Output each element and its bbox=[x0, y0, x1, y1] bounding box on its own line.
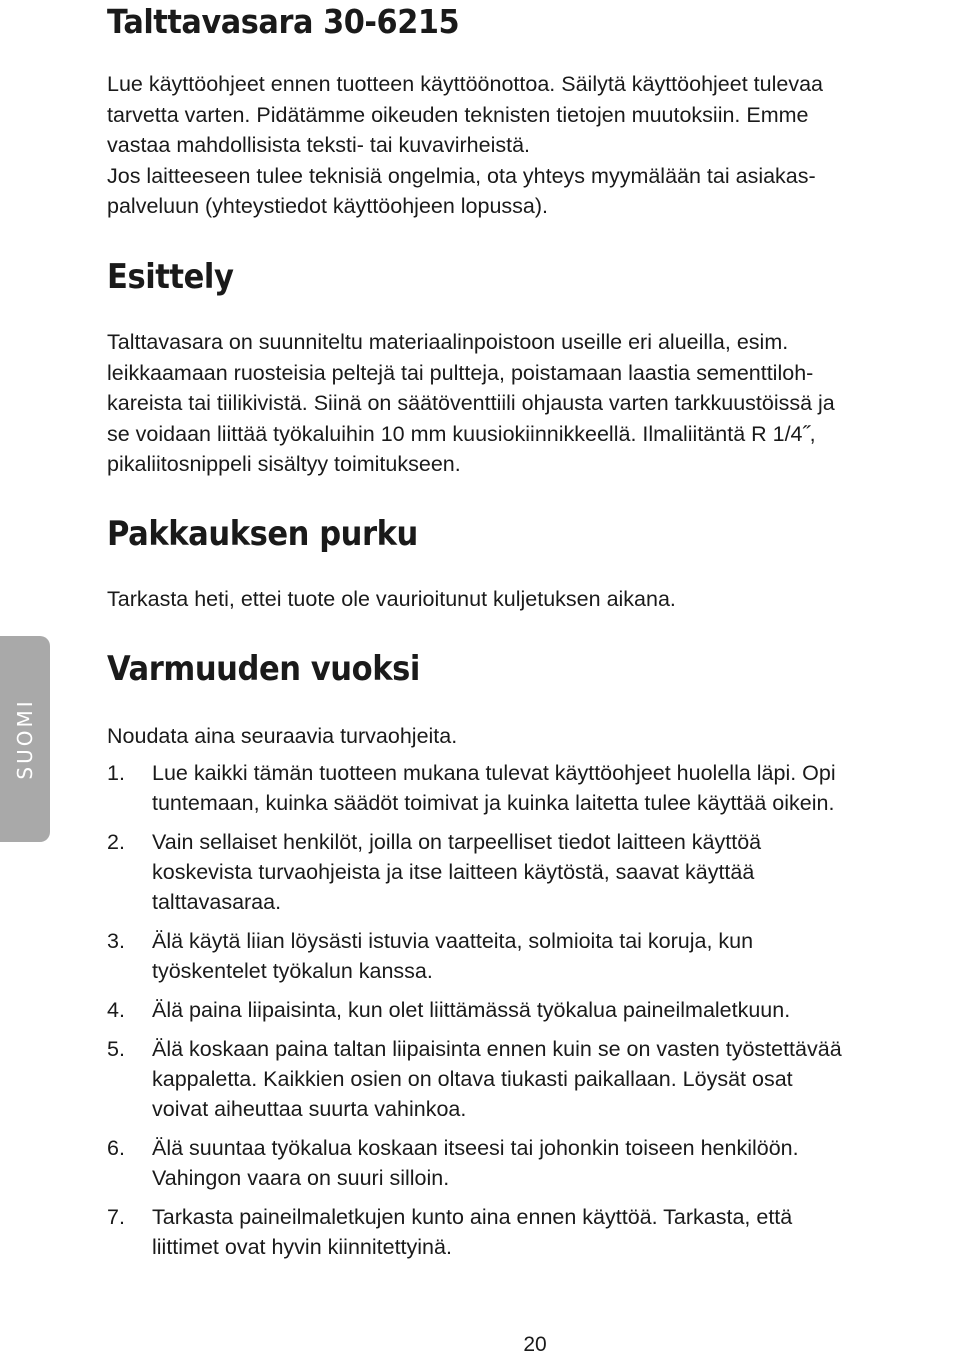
list-item-number: 6. bbox=[107, 1136, 125, 1160]
list-item-line: Älä suuntaa työkalua koskaan itseesi tai johonkin toiseen henkilöön. bbox=[152, 1136, 799, 1160]
list-item-line: liittimet ovat hyvin kiinnitettyinä. bbox=[152, 1235, 452, 1259]
list-item-number: 7. bbox=[107, 1205, 125, 1229]
list-item bbox=[107, 1133, 960, 1193]
list-item bbox=[107, 995, 960, 1025]
section-heading-varmuus: Varmuuden vuoksi bbox=[107, 649, 420, 689]
esittely-line: leikkaamaan ruosteisia peltejä tai pultteja, poistamaan laastia sementtiloh- bbox=[107, 360, 814, 385]
list-item-line: työskentelet työkalun kanssa. bbox=[152, 959, 433, 983]
list-item bbox=[107, 1034, 960, 1124]
list-item-line: koskevista turvaohjeista ja itse laitteen käytöstä, saavat käyttää bbox=[152, 860, 755, 884]
varmuus-intro bbox=[107, 721, 960, 752]
esittely-paragraph bbox=[107, 327, 960, 480]
list-item-number: 5. bbox=[107, 1037, 125, 1061]
intro-line: Lue käyttöohjeet ennen tuotteen käyttöönottoa. Säilytä käyttöohjeet tulevaa bbox=[107, 72, 823, 96]
section-heading-esittely: Esittely bbox=[107, 257, 234, 297]
list-item-line: tuntemaan, kuinka säädöt toimivat ja kuinka laitetta tulee käyttää oikein. bbox=[152, 791, 835, 815]
section-heading-pakkaus: Pakkauksen purku bbox=[107, 514, 418, 554]
language-tab-label: SUOMI bbox=[13, 698, 37, 780]
list-item-line: voivat aiheuttaa suurta vahinkoa. bbox=[152, 1097, 467, 1121]
list-item-number: 2. bbox=[107, 830, 125, 854]
safety-instructions-list bbox=[107, 758, 960, 1271]
esittely-line: kareista tai tiilikivistä. Siinä on säätöventtiili ohjausta varten tarkkuustöissä ja bbox=[107, 391, 835, 415]
intro-line: vastaa mahdollisista teksti- tai kuvavirheistä. bbox=[107, 133, 531, 157]
list-item-line: Älä koskaan paina taltan liipaisinta ennen kuin se on vasten työstettävää bbox=[152, 1037, 842, 1061]
list-item bbox=[107, 926, 960, 986]
list-item-line: Lue kaikki tämän tuotteen mukana tulevat käyttöohjeet huolella läpi. Opi bbox=[152, 761, 836, 785]
list-item-line: kappaletta. Kaikkien osien on oltava tiukasti paikallaan. Löysät osat bbox=[152, 1067, 793, 1091]
list-item-line: Älä käytä liian löysästi istuvia vaatteita, solmioita tai koruja, kun bbox=[152, 929, 754, 953]
language-side-tab bbox=[0, 636, 50, 842]
list-item-line: Vain sellaiset henkilöt, joilla on tarpeelliset tiedot laitteen käyttöä bbox=[152, 830, 762, 854]
intro-line: palveluun (yhteystiedot käyttöohjeen lopussa). bbox=[107, 194, 549, 218]
list-item bbox=[107, 758, 960, 818]
list-item-line: talttavasaraa. bbox=[152, 890, 282, 914]
intro-line: tarvetta varten. Pidätämme oikeuden teknisten tietojen muutoksiin. Emme bbox=[107, 102, 809, 127]
list-item bbox=[107, 827, 960, 917]
esittely-line: se voidaan liittää työkaluihin 10 mm kuusiokiinnikkeellä. Ilmaliitäntä R 1/4˝, bbox=[107, 421, 816, 446]
list-item-line: Tarkasta paineilmaletkujen kunto aina ennen käyttöä. Tarkasta, että bbox=[152, 1205, 793, 1229]
pakkaus-paragraph bbox=[107, 584, 960, 615]
intro-paragraph bbox=[107, 69, 960, 222]
list-item bbox=[107, 1202, 960, 1262]
intro-line: Jos laitteeseen tulee teknisiä ongelmia, ota yhteys myymälään tai asiakas- bbox=[107, 163, 816, 188]
list-item-line: Vahingon vaara on suuri silloin. bbox=[152, 1166, 450, 1190]
page-title: Talttavasara 30-6215 bbox=[107, 2, 460, 41]
esittely-line: pikaliitosnippeli sisältyy toimitukseen. bbox=[107, 452, 461, 476]
list-item-number: 1. bbox=[107, 761, 125, 785]
page-number: 20 bbox=[523, 1333, 547, 1356]
pakkaus-line: Tarkasta heti, ettei tuote ole vaurioitunut kuljetuksen aikana. bbox=[107, 587, 676, 611]
list-item-number: 3. bbox=[107, 929, 125, 953]
esittely-line: Talttavasara on suunniteltu materiaalinpoistoon useille eri alueilla, esim. bbox=[107, 330, 789, 354]
list-item-line: Älä paina liipaisinta, kun olet liittämässä työkalua paineilmaletkuun. bbox=[152, 998, 791, 1022]
list-item-number: 4. bbox=[107, 998, 125, 1022]
varmuus-intro-line: Noudata aina seuraavia turvaohjeita. bbox=[107, 724, 458, 748]
